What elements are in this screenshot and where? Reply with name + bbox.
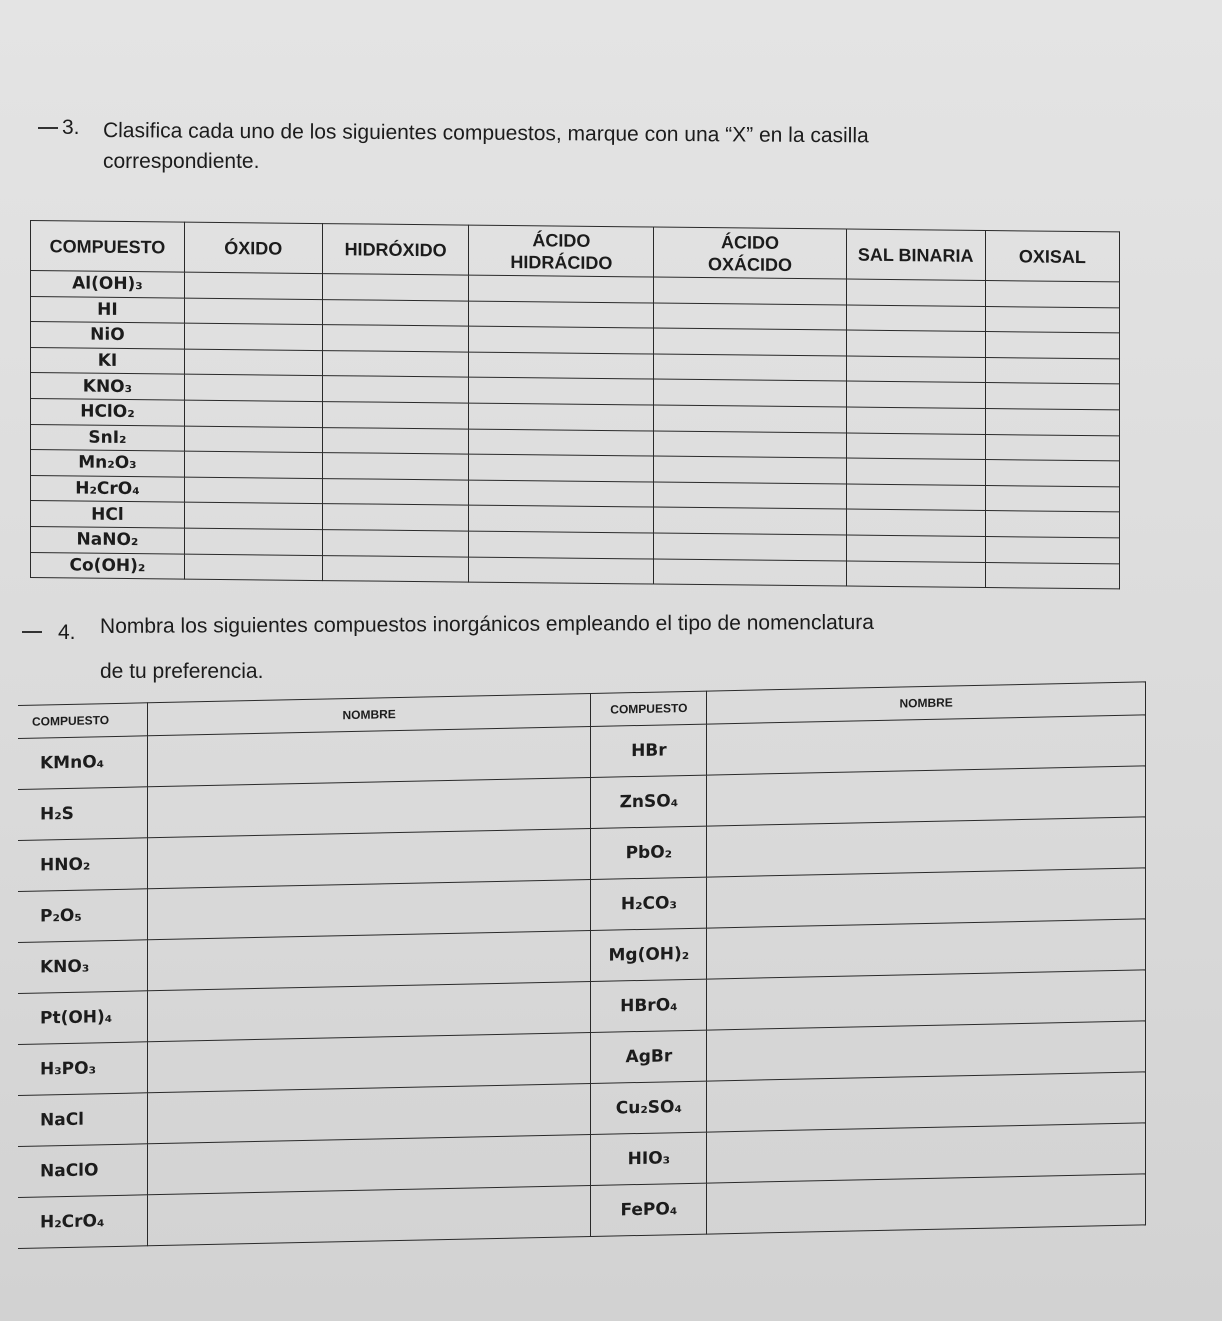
answer-cell[interactable] (654, 507, 846, 535)
name-answer-cell-left[interactable] (147, 777, 591, 837)
answer-cell[interactable] (469, 352, 654, 380)
question-text-line2: correspondiente. (103, 150, 260, 173)
answer-cell[interactable] (654, 431, 846, 459)
compound-cell: KI (31, 347, 185, 374)
answer-cell[interactable] (846, 458, 985, 485)
answer-cell[interactable] (846, 330, 985, 357)
answer-cell[interactable] (469, 454, 654, 482)
margin-dash (38, 127, 58, 129)
answer-cell[interactable] (985, 408, 1119, 435)
answer-cell[interactable] (184, 400, 322, 427)
answer-cell[interactable] (184, 298, 322, 325)
name-answer-cell-right[interactable] (707, 766, 1146, 826)
compound-cell: HCl (31, 501, 185, 528)
name-answer-cell-right[interactable] (707, 919, 1146, 979)
compound-cell: KNO₃ (31, 373, 185, 400)
header-compuesto: COMPUESTO (31, 221, 185, 273)
answer-cell[interactable] (846, 279, 985, 306)
margin-dash (22, 631, 42, 633)
answer-cell[interactable] (184, 477, 322, 504)
answer-cell[interactable] (654, 277, 846, 305)
name-answer-cell-right[interactable] (707, 1174, 1146, 1234)
name-answer-cell-right[interactable] (707, 817, 1146, 877)
compound-cell-left: HNO₂ (18, 838, 147, 892)
answer-cell[interactable] (654, 379, 846, 407)
compound-cell-left: H₃PO₃ (18, 1042, 147, 1096)
name-answer-cell-right[interactable] (707, 715, 1146, 775)
compound-cell-left: P₂O₅ (18, 889, 147, 943)
name-answer-cell-left[interactable] (147, 879, 591, 939)
answer-cell[interactable] (469, 403, 654, 431)
compound-cell-right: HIO₃ (591, 1132, 707, 1185)
header-oxido: ÓXIDO (184, 222, 322, 273)
compound-cell: Mn₂O₃ (31, 450, 185, 477)
compound-cell-right: Cu₂SO₄ (591, 1081, 707, 1134)
nomenclature-table (18, 681, 1146, 1249)
answer-cell[interactable] (184, 502, 322, 529)
answer-cell[interactable] (985, 332, 1119, 359)
name-answer-cell-right[interactable] (707, 868, 1146, 928)
answer-cell[interactable] (654, 405, 846, 433)
compound-cell-right: HBr (591, 724, 707, 777)
compound-cell: Al(OH)₃ (31, 271, 185, 298)
answer-cell[interactable] (469, 505, 654, 533)
header-oxisal: OXISAL (985, 231, 1119, 282)
header-acido-hidracido: ÁCIDO HIDRÁCIDO (469, 225, 654, 277)
name-answer-cell-left[interactable] (147, 1134, 591, 1194)
compound-cell-left: H₂S (18, 787, 147, 841)
compound-cell-left: Pt(OH)₄ (18, 991, 147, 1045)
answer-cell[interactable] (469, 275, 654, 303)
header-hidroxido: HIDRÓXIDO (322, 224, 469, 276)
answer-cell[interactable] (985, 357, 1119, 384)
answer-cell[interactable] (846, 407, 985, 434)
classification-table (30, 220, 1120, 590)
name-answer-cell-left[interactable] (147, 726, 591, 786)
answer-cell[interactable] (846, 535, 985, 562)
name-answer-cell-right[interactable] (707, 1123, 1146, 1183)
header-nombre-right: NOMBRE (707, 682, 1146, 724)
answer-cell[interactable] (985, 511, 1119, 538)
answer-cell[interactable] (846, 561, 985, 588)
answer-cell[interactable] (184, 451, 322, 478)
name-answer-cell-left[interactable] (147, 1083, 591, 1143)
compound-cell: NaNO₂ (31, 526, 185, 553)
answer-cell[interactable] (846, 433, 985, 460)
question-text-line1: Nombra los siguientes compuestos inorgánicos empleando el tipo de nomenclatura (99, 610, 875, 638)
answer-cell[interactable] (846, 356, 985, 383)
compound-cell: HClO₂ (31, 398, 185, 425)
compound-cell: H₂CrO₄ (31, 475, 185, 502)
answer-cell[interactable] (322, 427, 469, 454)
header-nombre-left: NOMBRE (147, 693, 591, 735)
header-sal-binaria: SAL BINARIA (846, 229, 985, 280)
answer-cell[interactable] (184, 528, 322, 555)
answer-cell[interactable] (846, 305, 985, 332)
question-number: 3. (62, 116, 80, 139)
answer-cell[interactable] (469, 377, 654, 405)
question-text-line1: Clasifica cada uno de los siguientes compuestos, marque con una “X” en la casilla (102, 119, 869, 148)
answer-cell[interactable] (184, 272, 322, 299)
answer-cell[interactable] (985, 306, 1119, 333)
compound-cell-right: AgBr (591, 1030, 707, 1083)
name-answer-cell-left[interactable] (147, 1185, 591, 1245)
answer-cell[interactable] (654, 303, 846, 331)
answer-cell[interactable] (322, 274, 469, 301)
header-compuesto-right: COMPUESTO (591, 691, 707, 726)
answer-cell[interactable] (184, 554, 322, 581)
answer-cell[interactable] (654, 456, 846, 484)
name-answer-cell-right[interactable] (707, 1072, 1146, 1132)
compound-cell: Co(OH)₂ (31, 552, 185, 579)
compound-cell-left: NaClO (18, 1144, 147, 1198)
answer-cell[interactable] (985, 383, 1119, 410)
answer-cell[interactable] (322, 504, 469, 531)
answer-cell[interactable] (469, 429, 654, 457)
compound-cell: NiO (31, 322, 185, 349)
answer-cell[interactable] (469, 557, 654, 585)
answer-cell[interactable] (846, 484, 985, 511)
compound-cell-right: Mg(OH)₂ (591, 928, 707, 981)
compound-cell-right: FePO₄ (591, 1183, 707, 1236)
answer-cell[interactable] (469, 480, 654, 508)
answer-cell[interactable] (322, 453, 469, 480)
question-3 (0, 0, 1222, 200)
compound-cell: SnI₂ (31, 424, 185, 451)
answer-cell[interactable] (985, 281, 1119, 308)
answer-cell[interactable] (322, 350, 469, 377)
answer-cell[interactable] (469, 326, 654, 354)
answer-cell[interactable] (654, 328, 846, 356)
answer-cell[interactable] (654, 482, 846, 510)
answer-cell[interactable] (654, 559, 846, 587)
question-text-line2: de tu preferencia. (100, 660, 264, 683)
answer-cell[interactable] (654, 354, 846, 382)
answer-cell[interactable] (184, 349, 322, 376)
name-answer-cell-left[interactable] (147, 981, 591, 1041)
compound-cell-left: H₂CrO₄ (18, 1195, 147, 1249)
question-number: 4. (58, 621, 76, 644)
answer-cell[interactable] (322, 325, 469, 352)
compound-cell-right: PbO₂ (591, 826, 707, 879)
answer-cell[interactable] (469, 531, 654, 559)
name-answer-cell-right[interactable] (707, 970, 1146, 1030)
answer-cell[interactable] (469, 301, 654, 329)
answer-cell[interactable] (322, 299, 469, 326)
answer-cell[interactable] (322, 529, 469, 556)
answer-cell[interactable] (322, 478, 469, 505)
compound-cell-left: KNO₃ (18, 940, 147, 994)
answer-cell[interactable] (985, 536, 1119, 563)
compound-cell-right: ZnSO₄ (591, 775, 707, 828)
answer-cell[interactable] (985, 460, 1119, 487)
compound-cell-left: KMnO₄ (18, 736, 147, 790)
answer-cell[interactable] (322, 376, 469, 403)
name-answer-cell-left[interactable] (147, 930, 591, 990)
name-answer-cell-right[interactable] (707, 1021, 1146, 1081)
compound-cell-right: HBrO₄ (591, 979, 707, 1032)
name-answer-cell-left[interactable] (147, 828, 591, 888)
answer-cell[interactable] (184, 426, 322, 453)
header-compuesto-left: COMPUESTO (18, 703, 147, 739)
answer-cell[interactable] (846, 509, 985, 536)
answer-cell[interactable] (985, 485, 1119, 512)
answer-cell[interactable] (846, 381, 985, 408)
answer-cell[interactable] (985, 562, 1119, 589)
answer-cell[interactable] (985, 434, 1119, 461)
compound-cell-left: NaCl (18, 1093, 147, 1147)
name-answer-cell-left[interactable] (147, 1032, 591, 1092)
answer-cell[interactable] (184, 323, 322, 350)
answer-cell[interactable] (322, 555, 469, 582)
compound-cell: HI (31, 296, 185, 323)
answer-cell[interactable] (654, 533, 846, 561)
header-acido-oxacido: ÁCIDO OXÁCIDO (654, 227, 846, 279)
answer-cell[interactable] (322, 402, 469, 429)
answer-cell[interactable] (184, 374, 322, 401)
compound-cell-right: H₂CO₃ (591, 877, 707, 930)
